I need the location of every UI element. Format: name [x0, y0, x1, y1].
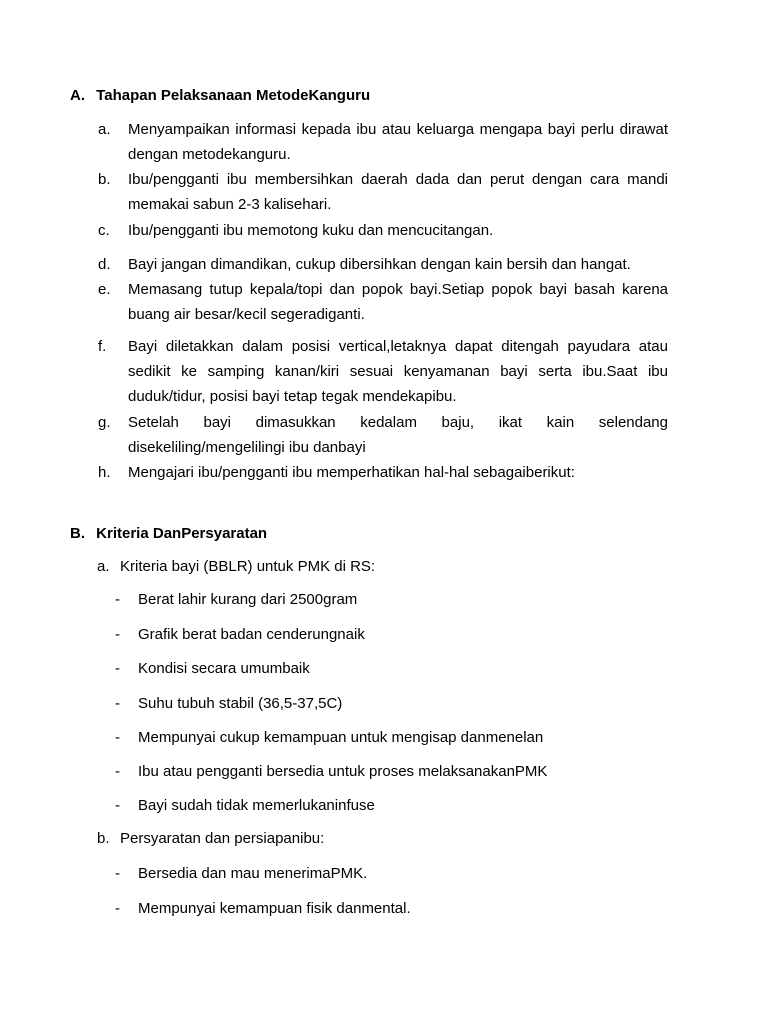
list-marker: e. — [98, 281, 111, 298]
bullet-item — [115, 728, 543, 748]
sub-marker: b. — [97, 830, 110, 847]
bullet-item — [115, 625, 365, 645]
list-item — [98, 167, 668, 217]
section-a-label: A. — [70, 87, 85, 104]
bullet-text: Berat lahir kurang dari 2500gram — [138, 591, 358, 608]
list-marker: d. — [98, 256, 111, 273]
bullet-text: Ibu atau pengganti bersedia untuk proses melaksanakanPMK — [138, 763, 548, 780]
bullet-text: Mempunyai cukup kemampuan untuk mengisap danmenelan — [138, 729, 544, 746]
bullet-text: Kondisi secara umumbaik — [138, 660, 310, 677]
list-item — [98, 460, 668, 485]
dash-marker: - — [115, 591, 120, 608]
dash-marker: - — [115, 763, 120, 780]
list-marker: f. — [98, 338, 107, 355]
list-item — [98, 334, 668, 409]
list-item — [98, 117, 668, 167]
bullet-text: Suhu tubuh stabil (36,5-37,5C) — [138, 695, 343, 712]
section-b-label: B. — [70, 525, 85, 542]
bullet-item — [115, 694, 342, 714]
list-item-text: Setelah bayi dimasukkan kedalam baju, ikat kain selendang disekeliling/mengelilingi ibu danbayi — [128, 414, 668, 456]
list-item — [98, 252, 668, 277]
bullet-item — [115, 590, 357, 610]
sub-item-a — [97, 557, 375, 577]
list-item-text: Menyampaikan informasi kepada ibu atau keluarga mengapa bayi perlu dirawat dengan metodekanguru. — [128, 121, 668, 163]
list-marker: g. — [98, 414, 111, 431]
section-b-title: Kriteria DanPersyaratan — [96, 525, 268, 542]
dash-marker: - — [115, 695, 120, 712]
list-item — [98, 277, 668, 327]
dash-marker: - — [115, 626, 120, 643]
bullet-text: Mempunyai kemampuan fisik danmental. — [138, 900, 411, 917]
bullet-text: Grafik berat badan cenderungnaik — [138, 626, 365, 643]
sub-item-b — [97, 829, 324, 849]
list-item-text: Bayi jangan dimandikan, cukup dibersihkan dengan kain bersih dan hangat. — [128, 256, 631, 273]
list-marker: a. — [98, 121, 111, 138]
section-b-heading — [70, 524, 267, 544]
list-item-text: Bayi diletakkan dalam posisi vertical,letaknya dapat ditengah payudara atau sedikit ke samping kanan/kiri sesuai kenyamanan bayi serta ibu.Saat ibu duduk/tidur, posisi bayi tetap tegak mendekapibu. — [128, 338, 668, 405]
bullet-item — [115, 796, 375, 816]
list-item-text: Mengajari ibu/pengganti ibu memperhatikan hal-hal sebagaiberikut: — [128, 464, 575, 481]
sub-marker: a. — [97, 558, 110, 575]
bullet-item — [115, 762, 547, 782]
list-item-text: Ibu/pengganti ibu membersihkan daerah dada dan perut dengan cara mandi memakai sabun 2-3 kalisehari. — [128, 171, 668, 213]
list-marker: h. — [98, 464, 111, 481]
bullet-item — [115, 899, 411, 919]
list-marker: b. — [98, 171, 111, 188]
dash-marker: - — [115, 660, 120, 677]
dash-marker: - — [115, 865, 120, 882]
sub-item-text: Kriteria bayi (BBLR) untuk PMK di RS: — [120, 558, 376, 575]
dash-marker: - — [115, 900, 120, 917]
list-item — [98, 410, 668, 460]
dash-marker: - — [115, 797, 120, 814]
bullet-item — [115, 659, 310, 679]
list-item-text: Ibu/pengganti ibu memotong kuku dan mencucitangan. — [128, 222, 494, 239]
dash-marker: - — [115, 729, 120, 746]
bullet-text: Bersedia dan mau menerimaPMK. — [138, 865, 368, 882]
section-a-title: Tahapan Pelaksanaan MetodeKanguru — [96, 87, 371, 104]
list-item-text: Memasang tutup kepala/topi dan popok bayi.Setiap popok bayi basah karena buang air besar/kecil segeradiganti. — [128, 281, 668, 323]
bullet-item — [115, 864, 367, 884]
section-a-heading — [70, 86, 370, 106]
list-item — [98, 218, 668, 243]
bullet-text: Bayi sudah tidak memerlukaninfuse — [138, 797, 375, 814]
sub-item-text: Persyaratan dan persiapanibu: — [120, 830, 325, 847]
list-marker: c. — [98, 222, 110, 239]
